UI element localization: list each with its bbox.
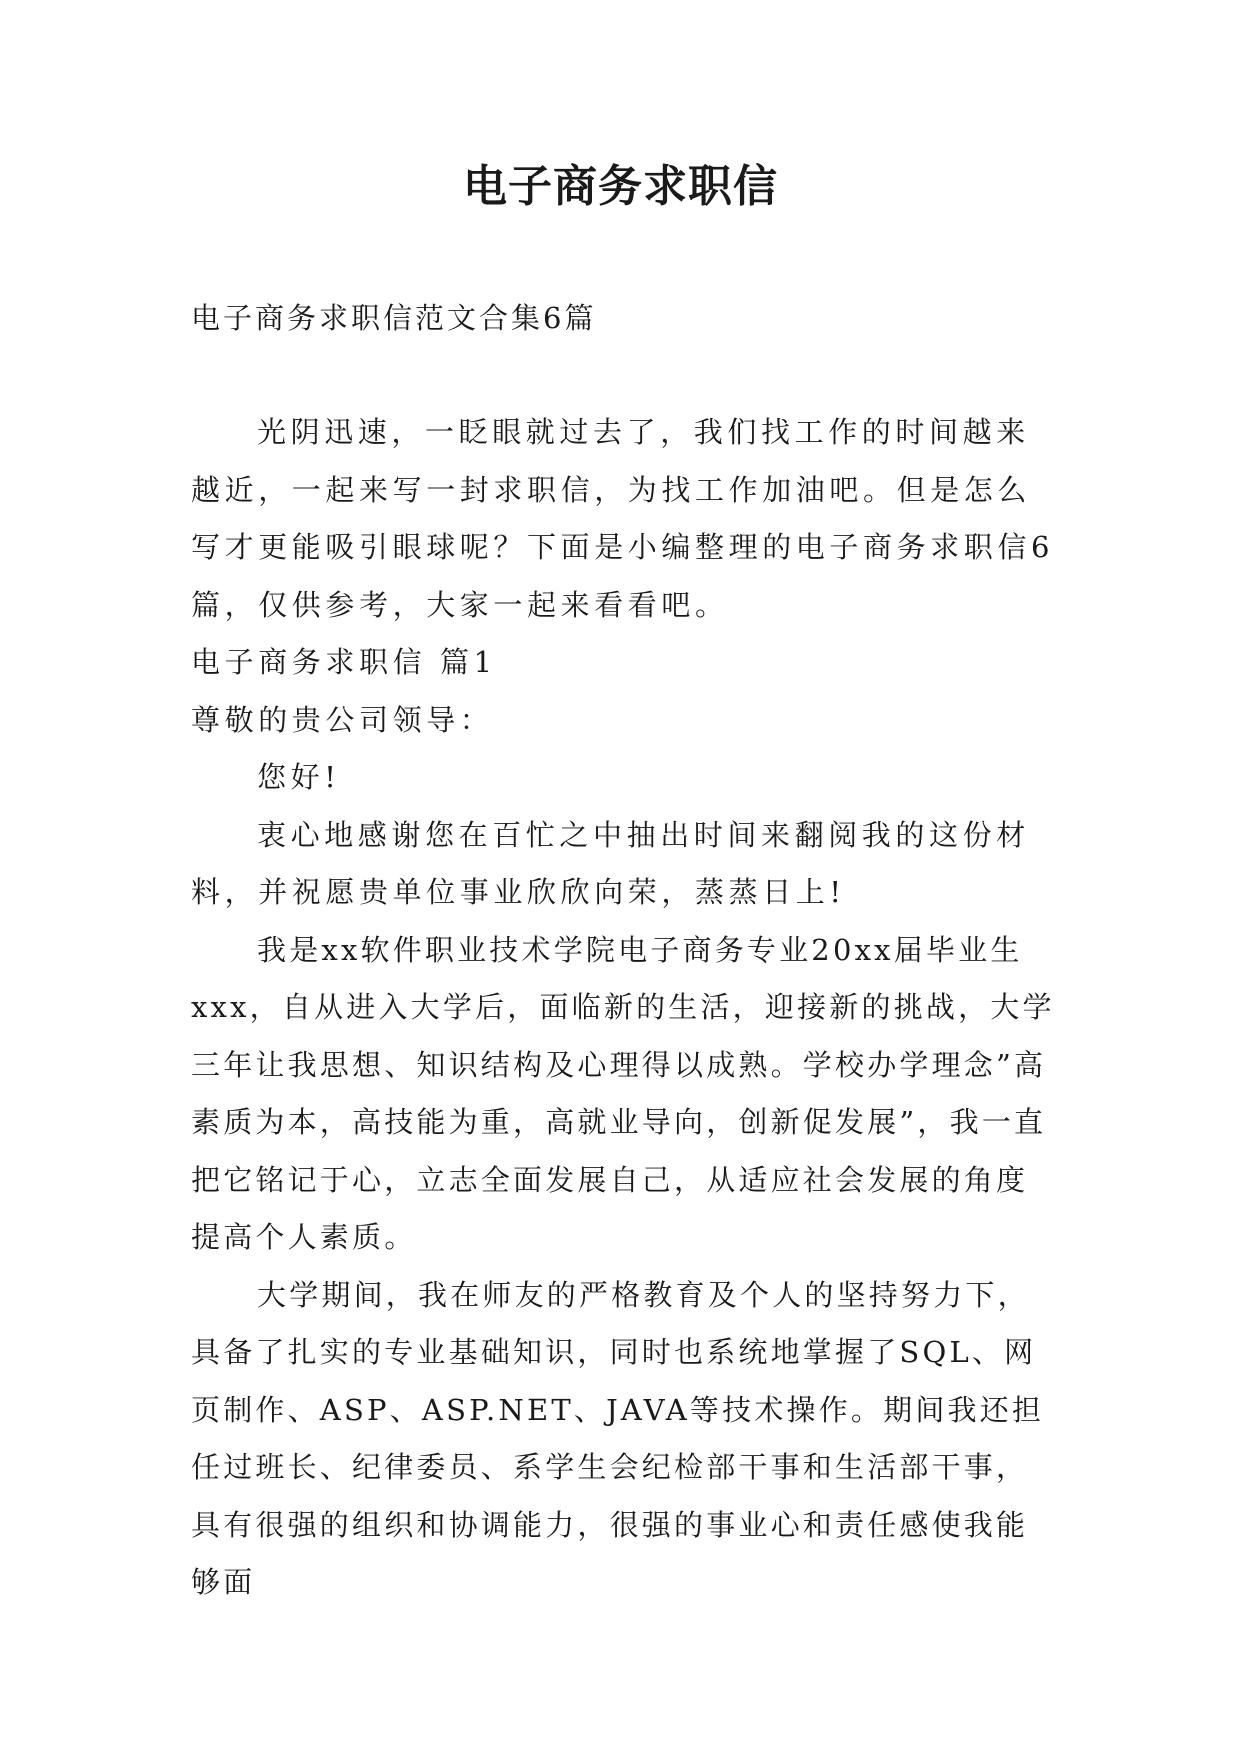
section-heading: 电子商务求职信 篇1 bbox=[191, 645, 497, 679]
greeting: 您好! bbox=[257, 760, 341, 794]
document-title: 电子商务求职信 bbox=[463, 161, 778, 212]
document-body bbox=[191, 404, 1059, 1612]
body-paragraph: 我是xx软件职业技术学院电子商务专业20xx届毕业生xxx，自从进入大学后，面临新的生活，迎接新的挑战，大学三年让我思想、知识结构及心理得以成熟。学校办学理念”高素质为本，高技能为重，高就业导向，创新促发展”，我一直把它铭记于心，立志全面发展自己，从适应社会发展的角度提高个人素质。 bbox=[191, 932, 1055, 1254]
intro-paragraph: 光阴迅速，一眨眼就过去了，我们找工作的时间越来越近，一起来写一封求职信，为找工作加油吧。但是怎么写才更能吸引眼球呢？下面是小编整理的电子商务求职信6篇，仅供参考，大家一起来看看吧。 bbox=[191, 415, 1055, 622]
body-paragraph: 衷心地感谢您在百忙之中抽出时间来翻阅我的这份材料，并祝愿贵单位事业欣欣向荣，蒸蒸日上! bbox=[191, 817, 1030, 909]
document-subtitle: 电子商务求职信范文合集6篇 bbox=[191, 301, 597, 335]
salutation: 尊敬的贵公司领导： bbox=[191, 702, 494, 737]
body-paragraph: 大学期间，我在师友的严格教育及个人的坚持努力下，具备了扎实的专业基础知识，同时也系统地掌握了SQL、网页制作、ASP、ASP.NET、JAVA等技术操作。期间我还担任过班长、纪律委员、系学生会纪检部干事和生活部干事，具有很强的组织和协调能力，很强的事业心和责任感使我能够面 bbox=[191, 1277, 1045, 1599]
